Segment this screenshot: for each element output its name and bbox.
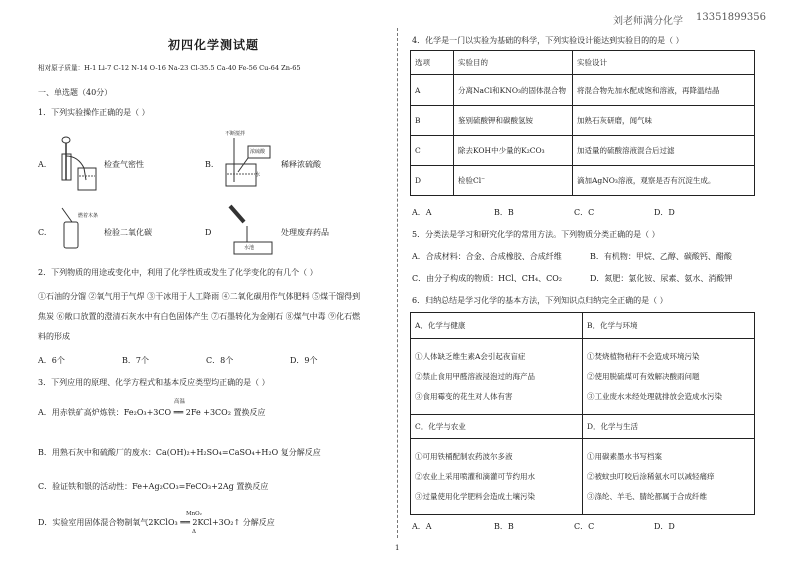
q1-option-c-text: 检验二氧化碳: [104, 228, 152, 237]
q2-option-d[interactable]: D．9个: [290, 356, 318, 365]
q6-box-a-body: [411, 339, 583, 415]
airtight-check-illustration: [56, 132, 106, 194]
q6-item: ③过量使用化学肥料会造成土壤污染: [415, 491, 535, 501]
q4-cell: C: [411, 136, 454, 166]
q4-cell: 鉴别硫酸钾和碳酸氢铵: [454, 106, 573, 136]
q6-item: ③工业废水未经处理就排放会造成水污染: [587, 391, 722, 401]
q6-box-b-title: B．化学与环境: [583, 313, 755, 339]
page-number: 1: [395, 544, 400, 552]
q4-option-c[interactable]: C．C: [574, 208, 595, 217]
column-divider: [397, 28, 398, 538]
q5-option-b[interactable]: B．有机物：甲烷、乙醇、碳酸钙、醋酸: [590, 252, 732, 261]
q4-row: [411, 166, 755, 196]
q6-item: ③食用霉变的花生对人体有害: [415, 391, 513, 401]
q4-cell: 分离NaCl和KNO₃的固体混合物: [454, 75, 573, 106]
q6-option-b[interactable]: B．B: [494, 522, 514, 531]
q4-header-option: 选项: [411, 51, 454, 75]
q4-cell: 检验Cl⁻: [454, 166, 573, 196]
atomic-masses: 相对原子质量：H-1 Li-7 C-12 N-14 O-16 Na-23 Cl-35.5 Ca-40 Fe-56 Cu-64 Zn-65: [38, 64, 301, 72]
q6-item: ②农业上采用喷灌和滴灌可节约用水: [415, 471, 535, 481]
q4-cell: 加适量的硫酸溶液混合后过滤: [573, 136, 755, 166]
q4-row: [411, 106, 755, 136]
q1-option-c-letter[interactable]: C.: [38, 228, 47, 237]
q1-option-b-text: 稀释浓硫酸: [281, 160, 321, 169]
q4-cell: 将混合物先加水配成饱和溶液，再降温结晶: [573, 75, 755, 106]
q6-item: ②禁止食用甲醛溶液浸泡过的海产品: [415, 371, 535, 381]
q2-stem: 2．下列物质的用途或变化中，利用了化学性质或发生了化学变化的有几个（ ）: [38, 268, 318, 277]
q1-stem: 1．下列实验操作正确的是（ ）: [38, 108, 150, 117]
q2-line-2: 焦炭 ⑥敞口放置的澄清石灰水中有白色固体产生 ⑦石墨转化为金刚石 ⑧煤气中毒 ⑨化石燃: [38, 312, 361, 321]
q4-option-b[interactable]: B．B: [494, 208, 514, 217]
q1-option-b-letter[interactable]: B.: [205, 160, 214, 169]
watermark-author: 刘老师满分化学: [613, 16, 683, 27]
q4-cell: 除去KOH中少量的K₂CO₃: [454, 136, 573, 166]
q6-option-a[interactable]: A．A: [412, 522, 432, 531]
q4-header-row: [411, 51, 755, 75]
q4-stem: 4．化学是一门以实验为基础的科学，下列实验设计能达到实验目的的是（ ）: [412, 36, 684, 45]
q4-header-purpose: 实验目的: [454, 51, 573, 75]
q6-item: ①人体缺乏维生素A会引起夜盲症: [415, 351, 526, 361]
q4-cell: A: [411, 75, 454, 106]
q1-option-a-letter[interactable]: A.: [38, 160, 47, 169]
q5-option-d[interactable]: D．氮肥：氯化铵、尿素、氨水、消酸钾: [590, 274, 733, 283]
watermark-phone: 13351899356: [696, 12, 766, 23]
q6-table: [410, 312, 755, 515]
q3-option-b[interactable]: B．用熟石灰中和硫酸厂的废水：Ca(OH)₂+H₂SO₄=CaSO₄+H₂O 复分解反应: [38, 448, 321, 457]
q6-box-c-title: C．化学与农业: [411, 415, 583, 439]
q3-stem: 3．下列应用的原理、化学方程式和基本反应类型均正确的是（ ）: [38, 378, 270, 387]
q6-box-d-title: D．化学与生活: [583, 415, 755, 439]
q2-option-c[interactable]: C．8个: [206, 356, 234, 365]
stir-label: 不断搅拌: [225, 131, 246, 137]
q2-line-3: 料的形成: [38, 332, 70, 341]
q4-cell: B: [411, 106, 454, 136]
q6-item: ①可用铁桶配制农药波尔多液: [415, 451, 513, 461]
q6-box-d-body: [583, 439, 755, 515]
conc-acid-label: 浓硫酸: [250, 149, 266, 155]
q1-option-a-text: 检查气密性: [104, 160, 144, 169]
q6-item: ②被蚊虫叮咬后涂稀氨水可以减轻痛痒: [587, 471, 715, 481]
q6-box-b-body: [583, 339, 755, 415]
q6-box-a-title: A．化学与健康: [411, 313, 583, 339]
q6-stem: 6．归纳总结是学习化学的基本方法，下列知识点归纳完全正确的是（ ）: [412, 296, 668, 305]
q3-option-d[interactable]: D．实验室用固体混合物制氧气2KClO₃ ══ 2KCl+3O₂↑ 分解反应: [38, 518, 275, 527]
q1-option-d-letter[interactable]: D: [205, 228, 212, 237]
q4-table: [410, 50, 755, 196]
q6-option-c[interactable]: C．C: [574, 522, 595, 531]
q3-option-c[interactable]: C．验证铁和银的活动性：Fe+Ag₂CO₃=FeCO₃+2Ag 置换反应: [38, 482, 269, 491]
burning-stick-label: 燃着木条: [78, 213, 99, 219]
q5-stem: 5．分类法是学习和研究化学的常用方法。下列物质分类正确的是（ ）: [412, 230, 660, 239]
q6-item: ②使用脱硫煤可有效解决酸雨问题: [587, 371, 700, 381]
section-heading: 一、单选题（40分）: [38, 88, 113, 97]
page-title: 初四化学测试题: [168, 38, 260, 52]
q4-header-design: 实验设计: [573, 51, 755, 75]
q4-cell: 加熟石灰研磨，闻气味: [573, 106, 755, 136]
q4-option-d[interactable]: D．D: [654, 208, 675, 217]
q2-option-b[interactable]: B．7个: [122, 356, 149, 365]
sink-label: 水池: [244, 245, 255, 251]
q3-d-heat: Δ: [192, 529, 196, 535]
q3-option-a[interactable]: A．用赤铁矿高炉炼铁：Fe₂O₃+3CO ══ 2Fe +3CO₂ 置换反应: [38, 408, 266, 417]
dilute-acid-illustration: [220, 132, 276, 192]
q6-item: ③涤纶、羊毛、腈纶都属于合成纤维: [587, 491, 707, 501]
q3-a-condition: 高温: [174, 399, 186, 405]
q2-option-a[interactable]: A．6个: [38, 356, 65, 365]
q6-box-c-body: [411, 439, 583, 515]
water-label: 水: [255, 172, 261, 178]
q4-cell: D: [411, 166, 454, 196]
q5-option-c[interactable]: C．由分子构成的物质：HCl、CH₄、CO₂: [412, 274, 562, 283]
q5-option-a[interactable]: A．合成材料：合金、合成橡胶、合成纤维: [412, 252, 562, 261]
q6-item: ①用碳素墨水书写档案: [587, 451, 662, 461]
q4-row: [411, 75, 755, 106]
q4-cell: 滴加AgNO₃溶液，观察是否有沉淀生成。: [573, 166, 755, 196]
q2-line-1: ①石油的分馏 ②氧气用于气焊 ③干冰用于人工降雨 ④二氧化碳用作气体肥料 ⑤煤干馏得到: [38, 292, 361, 301]
q4-row: [411, 136, 755, 166]
q3-d-catalyst: MnO₂: [186, 511, 202, 517]
q1-option-d-text: 处理废弃药品: [281, 228, 329, 237]
q6-option-d[interactable]: D．D: [654, 522, 675, 531]
q4-option-a[interactable]: A．A: [412, 208, 432, 217]
q6-item: ①焚烧植物秸秆不会造成环境污染: [587, 351, 700, 361]
